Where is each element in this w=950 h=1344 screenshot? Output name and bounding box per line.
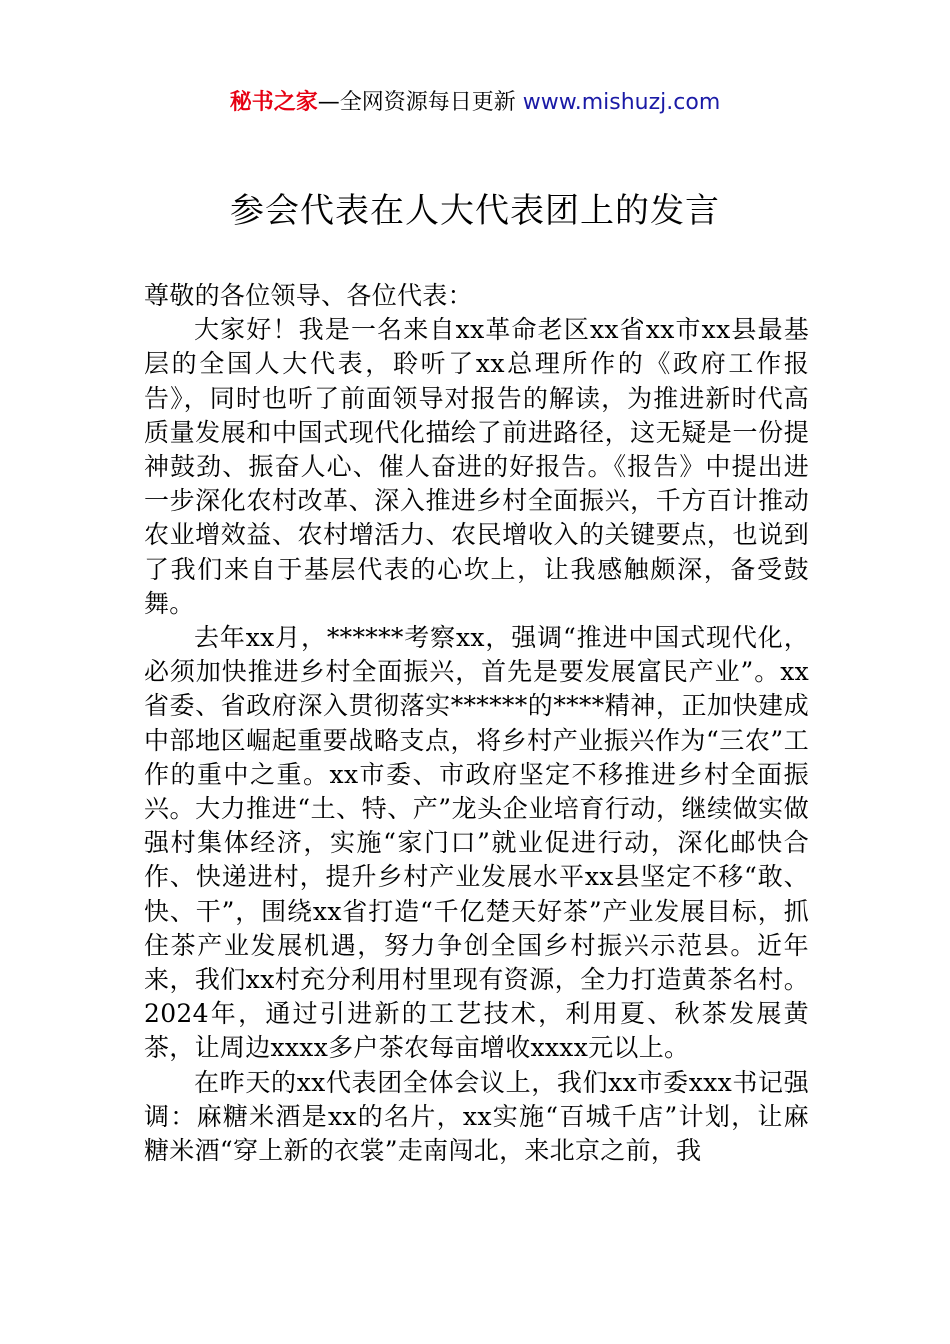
paragraph-2: 去年xx月，******考察xx，强调“推进中国式现代化，必须加快推进乡村全面振兴，首先是要发展富民产业”。xx省委、省政府深入贯彻落实******的****精神，正加快建成中部地区崛起重要战略支点，将乡村产业振兴作为“三农”工作的重中之重。xx市委、市政府坚定不移推进乡村全面振兴。大力推进“土、特、产”龙头企业培育行动，继续做实做强村集体经济，实施“家门口”就业促进行动，深化邮快合作、快递进村，提升乡村产业发展水平xx县坚定不移“敢、快、干”，围绕xx省打造“千亿楚天好茶”产业发展目标，抓住茶产业发展机遇，努力争创全国乡村振兴示范县。近年来，我们xx村充分利用村里现有资源，全力打造黄茶名村。2024年，通过引进新的工艺技术，利用夏、秋茶发展黄茶，让周边xxxx多户茶农每亩增收xxxx元以上。	[144, 623, 809, 1063]
paragraph-1: 大家好！我是一名来自xx革命老区xx省xx市xx县最基层的全国人大代表，聆听了xx总理所作的《政府工作报告》，同时也听了前面领导对报告的解读，为推进新时代高质量发展和中国式现代化描绘了前进路径，这无疑是一份提神鼓劲、振奋人心、催人奋进的好报告。《报告》中提出进一步深化农村改革、深入推进乡村全面振兴，千方百计推动农业增效益、农村增活力、农民增收入的关键要点，也说到了我们来自于基层代表的心坎上，让我感触颇深，备受鼓舞。	[144, 315, 809, 618]
paragraph-3: 在昨天的xx代表团全体会议上，我们xx市委xxx书记强调：麻糖米酒是xx的名片，xx实施“百城千店”计划，让麻糖米酒“穿上新的衣裳”走南闯北，来北京之前，我	[144, 1067, 809, 1166]
site-url-link[interactable]: www.mishuzj.com	[522, 90, 721, 115]
site-header	[0, 86, 950, 120]
brand-name: 秘书之家	[229, 90, 318, 115]
header-slogan: —全网资源每日更新	[317, 90, 523, 115]
document-title: 参会代表在人大代表团上的发言	[230, 191, 720, 231]
document-body	[144, 279, 809, 1168]
salutation: 尊敬的各位领导、各位代表：	[144, 281, 473, 310]
